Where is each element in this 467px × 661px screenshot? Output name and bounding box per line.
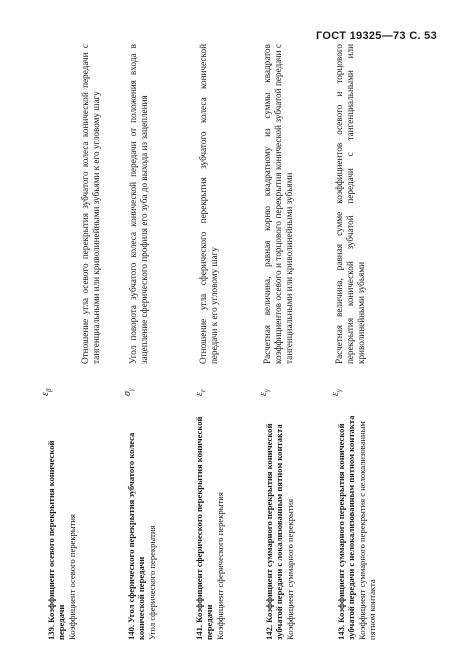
term-title-140: 140. Угол сферического перекрытия зубчатого колеса конической передачи [126, 432, 147, 640]
term-cell-139 [36, 410, 87, 640]
symbol-139: $\varepsilon_\beta$ [40, 388, 53, 396]
symbol-140: $\sigma_\gamma$ [122, 388, 135, 396]
definition-139: Отношение угла осевого перекрытия зубчатого колеса конической передачи с тангенциальными или криволинейными зубьями к его угловому шагу [80, 44, 101, 364]
symbol-142: $\varepsilon_\gamma$ [258, 389, 271, 396]
symbol-143: $\varepsilon_\gamma$ [330, 389, 343, 396]
term-cell-142 [254, 410, 305, 640]
term-short-143: Коэффициент суммарного перекрытия с нелокализованным пятном контакта [356, 421, 377, 640]
term-title-143: 143. Коэффициент суммарного перекрытия конической зубчатой передачи с нелокализованным пятном контакта [336, 415, 357, 640]
definition-141: Отношение угла сферического перекрытия зубчатого колеса конической передачи к его угловому шагу [198, 44, 219, 364]
term-cell-143 [326, 410, 387, 640]
definition-140: Угол поворота зубчатого колеса конической передачи от положения входа в зацепление сферического профиля его зуба до выхода из зацепления [128, 44, 149, 364]
term-short-142: Коэффициент суммарного перекрытия [284, 498, 295, 640]
definition-142: Расчетная величина, равная корню квадратному из суммы квадратов коэффициентов осевого и торцового перекрытия конической зубчатой передачи с тангенциальными или криволинейными зубьями [262, 44, 294, 364]
term-title-142: 142. Коэффициент суммарного перекрытия конической зубчатой передачи с локализованным пятном контакта [264, 423, 285, 640]
term-short-140: Угол сферического перекрытия [146, 525, 157, 640]
term-cell-140 [116, 410, 167, 640]
term-title-139: 139. Коэффициент осевого перекрытия конической передачи [46, 440, 67, 640]
page-header: ГОСТ 19325—73 С. 53 [316, 30, 437, 42]
definition-143: Расчетная величина, равная сумме коэффициентов осевого и торцового перекрытия конической зубчатой передачи с тангенциальными или криволинейными зубьями [334, 44, 366, 364]
term-short-141: Коэффициент сферического перекрытия [214, 492, 225, 640]
term-cell-141 [184, 410, 235, 640]
symbol-141: $\varepsilon_r$ [194, 389, 207, 396]
term-title-141: 141. Коэффициент сферического перекрытия конической передачи [194, 416, 215, 640]
term-short-139: Коэффициент осевого перекрытия [66, 514, 77, 640]
